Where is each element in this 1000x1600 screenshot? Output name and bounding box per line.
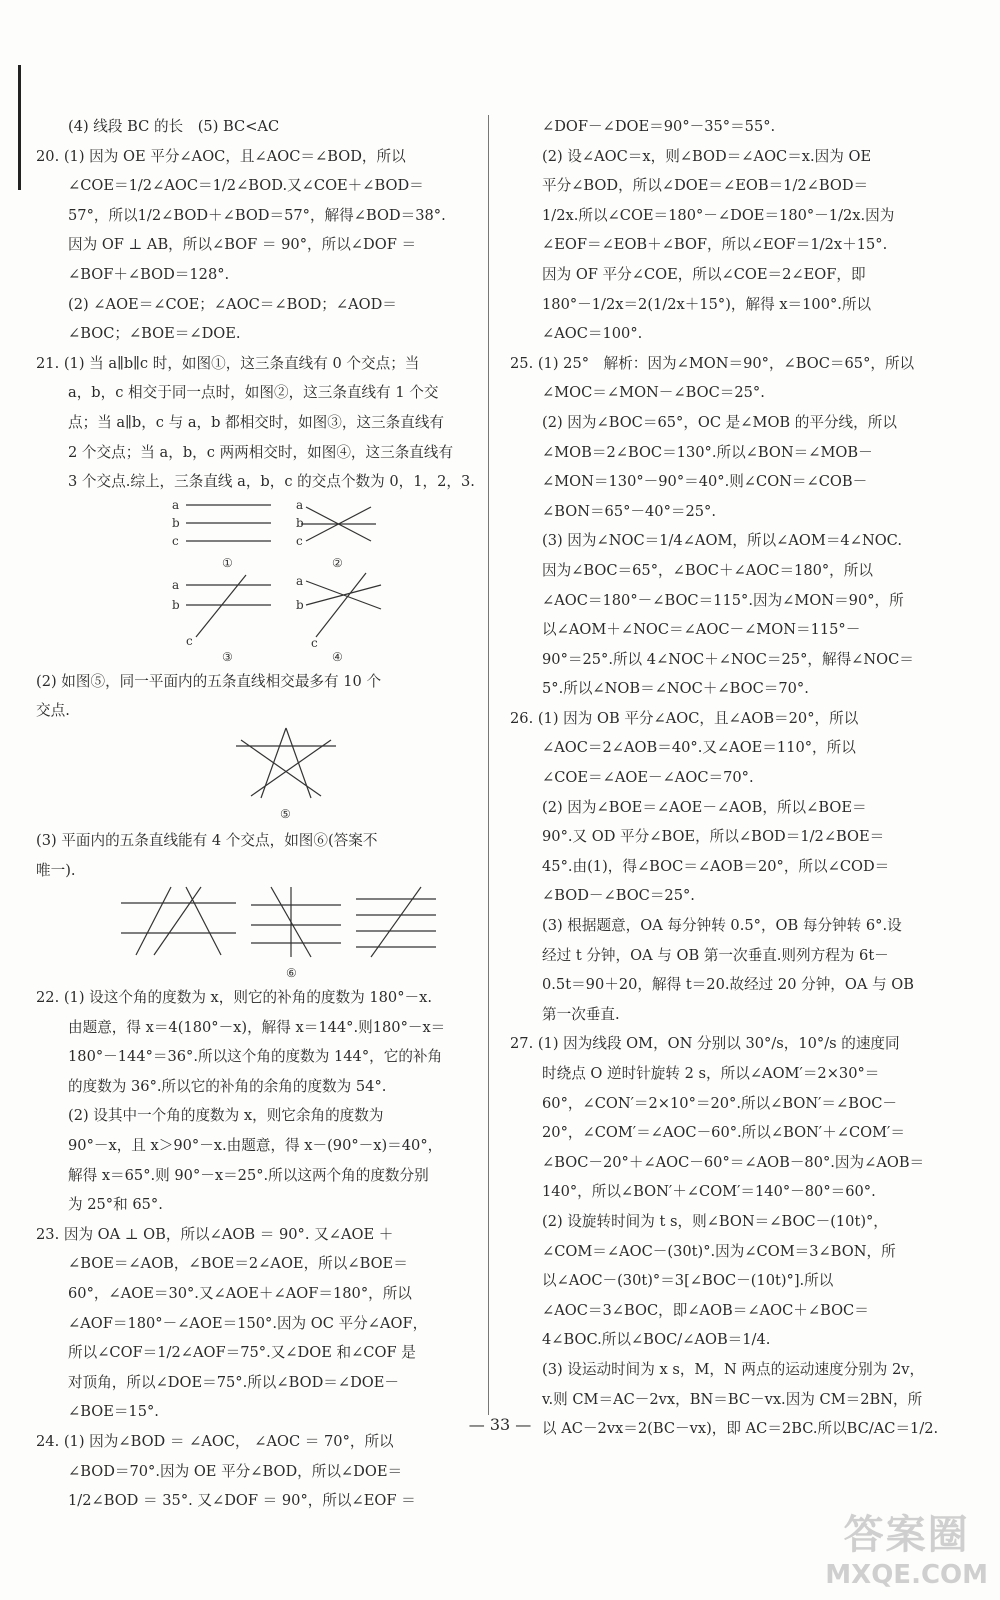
text-line: ∠BOC；∠BOE＝∠DOE. xyxy=(68,325,241,343)
text-line: 第一次垂直. xyxy=(542,1005,620,1023)
text-line: 1/2x.所以∠COE＝180°－∠DOE＝180°－1/2x.因为 xyxy=(542,206,895,224)
figure-1 xyxy=(186,505,271,541)
label-b: b xyxy=(172,515,180,530)
text-line: 经过 t 分钟，OA 与 OB 第一次垂直.则列方程为 6t－ xyxy=(542,946,889,964)
text-line: 时绕点 O 逆时针旋转 2 s，所以∠AOM′＝2×30°＝ xyxy=(542,1065,880,1082)
text-line: 因为 OF 平分∠COE，所以∠COE＝2∠EOF，即 xyxy=(542,265,866,283)
text-line: (3) 平面内的五条直线能有 4 个交点，如图⑥(答案不 xyxy=(36,831,378,849)
text-line: 57°，所以1/2∠BOD＋∠BOD＝57°，解得∠BOD＝38°. xyxy=(68,206,446,224)
text-line: 45°.由(1)，得∠BOC＝∠AOB＝20°，所以∠COD＝ xyxy=(542,857,890,875)
text-line: (2) 设其中一个角的度数为 x，则它余角的度数为 xyxy=(68,1107,384,1125)
text-line: 为 25°和 65°. xyxy=(68,1196,163,1214)
text-line: 的度数为 36°.所以它的补角的余角的度数为 54°. xyxy=(68,1077,387,1095)
text-line: ∠EOF＝∠EOB＋∠BOF，所以∠EOF＝1/2x＋15°. xyxy=(542,236,888,254)
text-line: ∠MOB＝2∠BOC＝130°.所以∠BON＝∠MOB－ xyxy=(542,443,873,461)
text-line: 21. (1) 当 a∥b∥c 时，如图①，这三条直线有 0 个交点；当 xyxy=(36,354,420,372)
text-line: ∠AOC＝180°－∠BOC＝115°.因为∠MON＝90°，所 xyxy=(542,591,904,609)
label-b2: b xyxy=(296,515,304,530)
text-line: (4) 线段 BC 的长 (5) BC<AC xyxy=(68,118,280,135)
text-line: 20. (1) 因为 OE 平分∠AOC，且∠AOC＝∠BOD，所以 xyxy=(36,147,406,165)
fig6-a xyxy=(121,887,236,955)
label-b4: b xyxy=(296,597,304,612)
text-line: ∠AOC＝100°. xyxy=(542,325,643,343)
five-lines-star xyxy=(36,726,481,826)
label-b3: b xyxy=(172,597,180,612)
text-line: 唯一). xyxy=(36,861,76,879)
text-line: ∠BON＝65°－40°＝25°. xyxy=(542,502,716,520)
text-line: (2) 如图⑤，同一平面内的五条直线相交最多有 10 个 xyxy=(36,672,382,690)
label-fig6: ⑥ xyxy=(286,966,297,981)
text-line: 平分∠BOD，所以∠DOE＝∠EOB＝1/2∠BOD＝ xyxy=(542,177,869,195)
label-c3: c xyxy=(186,633,193,648)
page-number: — 33 — xyxy=(468,1415,532,1434)
text-line: 60°，∠AOE＝30°.又∠AOE＋∠AOF＝180°，所以 xyxy=(68,1285,412,1303)
left-column xyxy=(36,112,481,1516)
text-line: (2) 因为∠BOE＝∠AOE－∠AOB，所以∠BOE＝ xyxy=(542,798,867,816)
text-line: 以∠AOC－(30t)°＝3[∠BOC－(10t)°].所以 xyxy=(542,1272,834,1290)
three-lines-figures xyxy=(36,497,481,667)
label-c: c xyxy=(172,533,179,548)
watermark-text: 答案圈 xyxy=(843,1512,970,1558)
text-line: ∠BOE＝∠AOB，∠BOE＝2∠AOE，所以∠BOE＝ xyxy=(68,1255,408,1273)
fig6-c xyxy=(356,887,436,957)
text-line: 因为 OF ⊥ AB，所以∠BOF ＝ 90°，所以∠DOF ＝ xyxy=(68,236,417,254)
text-line: 3 个交点.综上，三条直线 a，b，c 的交点个数为 0，1，2，3. xyxy=(68,473,475,491)
text-line: 180°－144°＝36°.所以这个角的度数为 144°，它的补角 xyxy=(68,1048,443,1066)
label-a: a xyxy=(172,497,180,512)
watermark xyxy=(825,1503,988,1590)
text-line: 24. (1) 因为∠BOD ＝ ∠AOC， ∠AOC ＝ 70°，所以 xyxy=(36,1433,394,1450)
text-line: 140°，所以∠BON′＋∠COM′＝140°－80°＝60°. xyxy=(542,1183,876,1201)
figure-3 xyxy=(186,575,271,637)
text-line: ∠BOD＝70°.因为 OE 平分∠BOD，所以∠DOE＝ xyxy=(68,1462,403,1480)
label-c2: c xyxy=(296,533,303,548)
figure-6 xyxy=(36,885,481,983)
text-line: 22. (1) 设这个角的度数为 x，则它的补角的度数为 180°－x. xyxy=(36,989,432,1007)
text-line: 因为∠BOC＝65°，∠BOC＋∠AOC＝180°，所以 xyxy=(542,561,873,579)
text-line: (2) 设∠AOC＝x，则∠BOD＝∠AOC＝x.因为 OE xyxy=(542,147,872,165)
text-line: 2 个交点；当 a，b，c 两两相交时，如图④，这三条直线有 xyxy=(68,443,454,461)
text-line: 90°＝25°.所以 4∠NOC＋∠NOC＝25°，解得∠NOC＝ xyxy=(542,650,914,668)
label-fig1: ① xyxy=(222,555,233,570)
text-line: v.则 CM＝AC－2vx，BN＝BC－vx.因为 CM＝2BN，所 xyxy=(542,1390,923,1408)
right-column xyxy=(510,112,965,1444)
label-a2: a xyxy=(296,497,304,512)
text-line: ∠COM＝∠AOC－(30t)°.因为∠COM＝3∠BON，所 xyxy=(542,1242,896,1260)
text-line: 所以∠COF＝1/2∠AOF＝75°.又∠DOE 和∠COF 是 xyxy=(68,1344,416,1362)
text-line: ∠BOD－∠BOC＝25°. xyxy=(542,887,695,905)
text-line: ∠MOC＝∠MON－∠BOC＝25°. xyxy=(542,384,765,402)
label-fig2: ② xyxy=(332,555,343,570)
fig6-b xyxy=(251,887,341,957)
text-line: ∠AOC＝3∠BOC，即∠AOB＝∠AOC＋∠BOC＝ xyxy=(542,1301,869,1319)
text-line: 20°，∠COM′＝∠AOC－60°.所以∠BON′＋∠COM′＝ xyxy=(542,1124,905,1142)
text-line: 交点. xyxy=(36,702,70,720)
text-line: 60°，∠CON′＝2×10°＝20°.所以∠BON′＝∠BOC－ xyxy=(542,1094,897,1112)
text-line: (2) 设旋转时间为 t s，则∠BON＝∠BOC－(10t)°， xyxy=(542,1212,888,1230)
text-line: ∠BOF＋∠BOD＝128°. xyxy=(68,265,230,283)
text-line: ∠AOC＝2∠AOB＝40°.又∠AOE＝110°，所以 xyxy=(542,739,856,757)
text-line: 以 AC－2vx＝2(BC－vx)，即 AC＝2BC.所以BC/AC＝1/2. xyxy=(542,1420,939,1438)
text-line: 5°.所以∠NOB＝∠NOC＋∠BOC＝70°. xyxy=(542,680,809,698)
label-a3: a xyxy=(172,577,180,592)
text-line: 26. (1) 因为 OB 平分∠AOC，且∠AOB＝20°，所以 xyxy=(510,709,859,727)
figure-4 xyxy=(306,573,381,637)
watermark-url: MXQE.COM xyxy=(825,1560,988,1590)
text-line: 27. (1) 因为线段 OM，ON 分别以 30°/s，10°/s 的速度同 xyxy=(510,1035,900,1053)
text-line: 对顶角，所以∠DOE＝75°.所以∠BOD＝∠DOE－ xyxy=(68,1373,400,1391)
figure-5 xyxy=(36,726,481,826)
label-fig5: ⑤ xyxy=(280,806,291,821)
text-line: 4∠BOC.所以∠BOC/∠AOB＝1/4. xyxy=(542,1331,771,1349)
text-line: ∠MON＝130°－90°＝40°.则∠CON＝∠COB－ xyxy=(542,473,868,491)
text-line: ∠COE＝∠AOE－∠AOC＝70°. xyxy=(542,769,754,787)
text-line: ∠DOF－∠DOE＝90°－35°＝55°. xyxy=(542,118,776,135)
text-line: (2) ∠AOE＝∠COE；∠AOC＝∠BOD；∠AOD＝ xyxy=(68,295,397,313)
figure-2 xyxy=(301,507,376,541)
margin-bar xyxy=(18,65,21,190)
text-line: 90°－x，且 x＞90°－x.由题意，得 x－(90°－x)＝40°， xyxy=(68,1137,443,1155)
text-line: (3) 根据题意，OA 每分钟转 0.5°，OB 每分钟转 6°.设 xyxy=(542,917,902,935)
label-fig4: ④ xyxy=(332,649,343,664)
text-line: 1/2∠BOD ＝ 35°. 又∠DOF ＝ 90°，所以∠EOF ＝ xyxy=(68,1492,416,1510)
text-line: ∠BOE＝15°. xyxy=(68,1403,159,1421)
text-line: 0.5t＝90＋20，解得 t＝20.故经过 20 分钟，OA 与 OB xyxy=(542,976,914,994)
text-line: ∠AOF＝180°－∠AOE＝150°.因为 OC 平分∠AOF， xyxy=(68,1314,428,1332)
text-line: ∠BOC－20°＋∠AOC－60°＝∠AOB－80°.因为∠AOB＝ xyxy=(542,1153,925,1171)
text-line: (3) 设运动时间为 x s，M，N 两点的运动速度分别为 2v， xyxy=(542,1360,925,1378)
text-line: ∠COE＝1/2∠AOC＝1/2∠BOD.又∠COE＋∠BOD＝ xyxy=(68,177,424,195)
label-fig3: ③ xyxy=(222,649,233,664)
text-line: 23. 因为 OA ⊥ OB，所以∠AOB ＝ 90°. 又∠AOE ＋ xyxy=(36,1225,394,1243)
text-line: a，b，c 相交于同一点时，如图②，这三条直线有 1 个交 xyxy=(68,384,439,402)
label-a4: a xyxy=(296,573,304,588)
text-line: 解得 x＝65°.则 90°－x＝25°.所以这两个角的度数分别 xyxy=(68,1166,429,1184)
text-line: 由题意，得 x＝4(180°－x)，解得 x＝144°.则180°－x＝ xyxy=(68,1018,446,1036)
five-lines-four-points xyxy=(36,885,481,983)
text-line: 25. (1) 25° 解析：因为∠MON＝90°，∠BOC＝65°，所以 xyxy=(510,354,915,372)
text-line: (2) 因为∠BOC＝65°，OC 是∠MOB 的平分线，所以 xyxy=(542,413,897,431)
text-line: 以∠AOM＋∠NOC＝∠AOC－∠MON＝115°－ xyxy=(542,621,861,639)
figures-1-4 xyxy=(36,497,481,667)
text-line: 点；当 a∥b，c 与 a，b 都相交时，如图③，这三条直线有 xyxy=(68,413,445,431)
column-divider xyxy=(488,115,489,1415)
text-line: 180°－1/2x＝2(1/2x＋15°)，解得 x＝100°.所以 xyxy=(542,295,872,313)
text-line: 90°.又 OD 平分∠BOE，所以∠BOD＝1/2∠BOE＝ xyxy=(542,828,885,846)
text-line: (3) 因为∠NOC＝1/4∠AOM，所以∠AOM＝4∠NOC. xyxy=(542,532,902,550)
label-c4: c xyxy=(311,635,318,650)
